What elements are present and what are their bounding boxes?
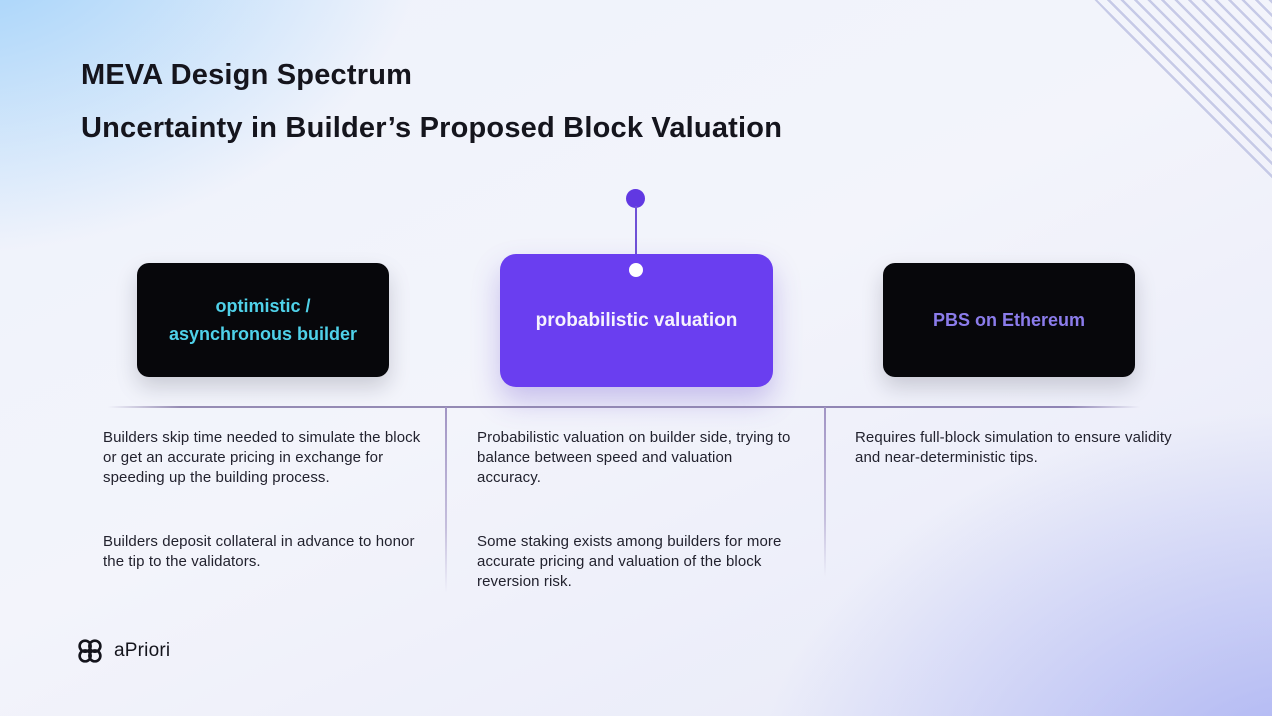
- description-paragraph: Requires full-block simulation to ensure validity and near-deterministic tips.: [855, 429, 1172, 466]
- logo-wordmark: aPriori: [114, 640, 171, 661]
- vertical-divider-left: [445, 407, 447, 593]
- description-paragraph: Probabilistic valuation on builder side, trying to balance between speed and valuation accuracy.: [477, 429, 791, 486]
- spectrum-item-pbs-on-ethereum: [883, 263, 1135, 377]
- description-column-probabilistic: [477, 428, 799, 592]
- description-column-optimistic: [103, 428, 427, 572]
- apriori-logo: [75, 636, 170, 666]
- page-title: MEVA Design Spectrum: [81, 59, 413, 91]
- horizontal-divider: [108, 406, 1140, 408]
- description-paragraph: Builders skip time needed to simulate the block or get an accurate pricing in exchange for speeding up the building process.: [103, 429, 421, 486]
- spectrum-item-optimistic-asynchronous-builder: [137, 263, 389, 377]
- spectrum-item-label: PBS on Ethereum: [932, 310, 1086, 330]
- vertical-divider-right: [824, 407, 826, 577]
- selector-anchor-dot: [629, 263, 643, 277]
- spectrum-item-label: optimistic / asynchronous builder: [168, 296, 358, 344]
- selector-stem-line: [635, 206, 637, 255]
- description-paragraph: Some staking exists among builders for more accurate pricing and valuation of the block reversion risk.: [477, 533, 782, 590]
- diagonal-stripes-decoration: [1077, 0, 1272, 185]
- description-paragraph: Builders deposit collateral in advance to honor the tip to the validators.: [103, 533, 415, 570]
- page-subtitle: Uncertainty in Builder’s Proposed Block Valuation: [81, 112, 783, 144]
- description-column-pbs: [855, 428, 1187, 468]
- spectrum-item-label: probabilistic valuation: [535, 309, 738, 331]
- clover-icon: [75, 636, 105, 666]
